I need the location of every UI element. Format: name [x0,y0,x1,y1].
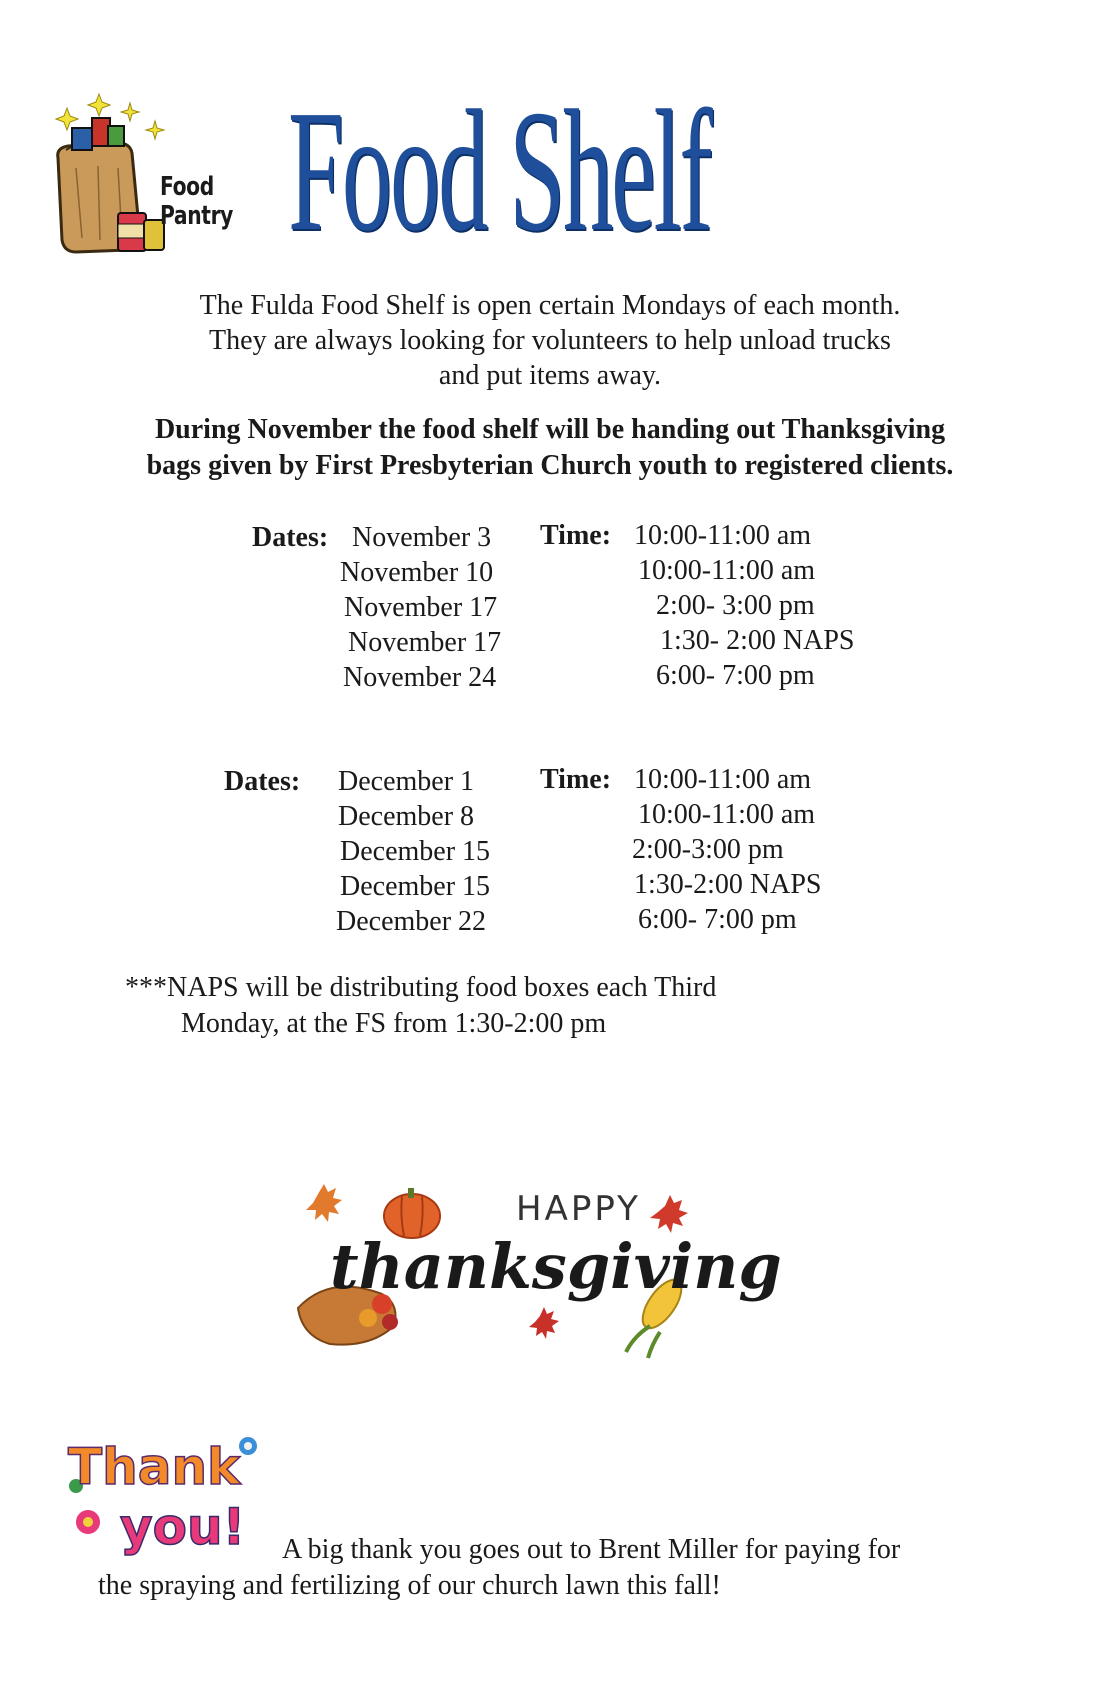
schedule-date: December 15 [340,871,491,902]
thank-you-badge [58,1426,268,1566]
schedule-date: November 24 [343,662,497,693]
intro-line: They are always looking for volunteers to help unload trucks [209,325,891,356]
logo-line-pantry: Pantry [160,201,234,231]
schedule-time: 1:30- 2:00 NAPS [660,625,855,656]
naps-footnote [125,970,716,1042]
dates-label: Dates: [224,766,301,797]
intro-line: The Fulda Food Shelf is open certain Mondays of each month. [199,290,901,321]
schedule-date: December 1 [338,766,475,797]
canned-goods-icon [118,213,164,251]
dates-label: Dates: [252,522,329,553]
schedule-time: 10:00-11:00 am [638,799,816,830]
schedule-date: December 22 [336,906,487,937]
schedule-date: November 17 [344,592,498,623]
time-label: Time: [540,520,612,551]
time-label: Time: [540,764,612,795]
schedule-date: November 10 [340,557,494,588]
happy-thanksgiving-graphic [290,1176,782,1362]
schedule-date: December 8 [338,801,475,832]
schedule-time: 10:00-11:00 am [638,555,816,586]
page-title: Food Shelf [288,74,711,267]
schedule-date: November 3 [352,522,492,553]
footnote-line: ***NAPS will be distributing food boxes each Third [125,972,717,1003]
schedule-time: 6:00- 7:00 pm [656,660,815,691]
thanks-line: the spraying and fertilizing of our church lawn this fall! [98,1570,721,1601]
schedule-time: 2:00- 3:00 pm [656,590,815,621]
schedule-date: December 15 [340,836,491,867]
schedule-time: 6:00- 7:00 pm [638,904,797,935]
schedule-date: November 17 [348,627,502,658]
happy-text: HAPPY [516,1189,641,1229]
schedule-time: 10:00-11:00 am [634,764,812,795]
thank-text: Thank [68,1438,241,1496]
you-text: you! [120,1498,246,1556]
thanksgiving-notice [40,412,1060,484]
logo-text [160,173,233,231]
footnote-line: Monday, at the FS from 1:30-2:00 pm [181,1008,607,1039]
intro-paragraph [60,288,1040,393]
logo-line-food: Food [160,172,214,202]
intro-line: and put items away. [438,360,662,391]
schedule-time: 10:00-11:00 am [634,520,812,551]
thanks-line: A big thank you goes out to Brent Miller for paying for [282,1534,901,1565]
thanksgiving-text: thanksgiving [330,1230,782,1303]
notice-line: bags given by First Presbyterian Church youth to registered clients. [146,450,954,481]
schedule-time: 1:30-2:00 NAPS [634,869,822,900]
schedule-time: 2:00-3:00 pm [632,834,784,865]
notice-line: During November the food shelf will be handing out Thanksgiving [154,414,946,445]
